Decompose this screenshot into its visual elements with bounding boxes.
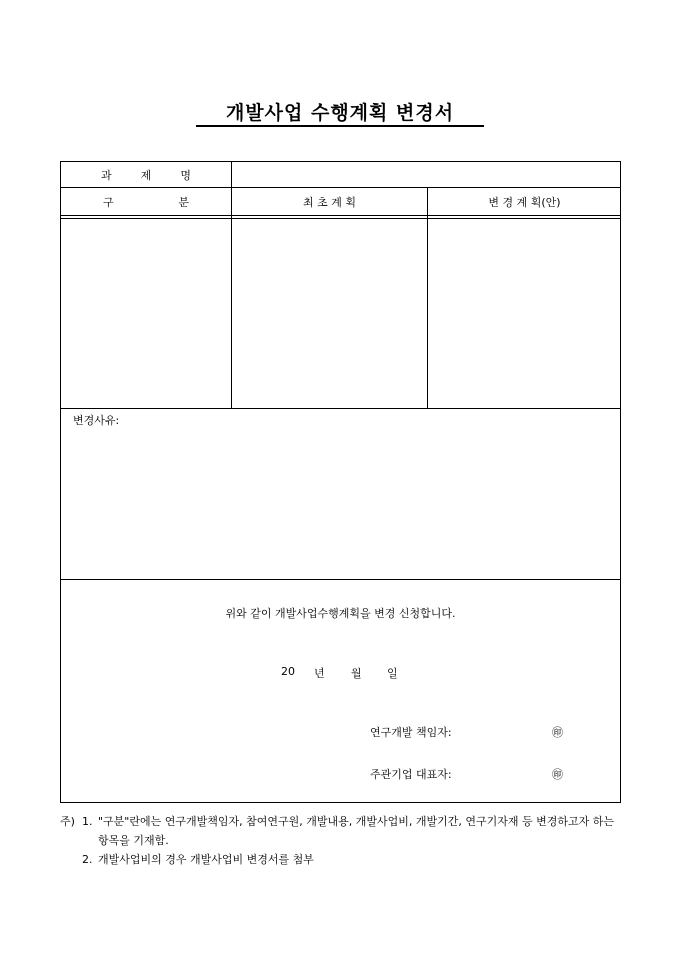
declaration-text: 위와 같이 개발사업수행계획을 변경 신청합니다.	[225, 607, 456, 620]
row-divider	[61, 215, 620, 216]
change-form-table	[60, 161, 621, 803]
footnote-spacer	[60, 850, 82, 869]
footnote-item	[60, 850, 621, 869]
date-year-prefix: 20	[281, 665, 295, 678]
subject-label-char: 명	[180, 168, 191, 182]
category-header-char: 구	[103, 195, 114, 209]
original-plan-header: 최 초 계 획	[303, 195, 356, 209]
category-header	[103, 188, 189, 215]
footnote-number: 1.	[82, 815, 93, 828]
document-title: 개발사업 수행계획 변경서	[225, 102, 455, 124]
changed-plan-header: 변 경 계 획(안)	[488, 195, 561, 209]
seal-icon: ㊞	[552, 768, 563, 781]
footnote-item	[60, 812, 621, 850]
subject-label-char: 제	[140, 168, 152, 182]
change-reason-label: 변경사유:	[73, 414, 120, 427]
company-representative-label: 주관기업 대표자:	[370, 768, 452, 781]
footnote-number: 2.	[82, 853, 93, 866]
footnote-text: 개발사업비의 경우 개발사업비 변경서를 첨부	[98, 853, 314, 866]
date-year: 년	[314, 667, 325, 680]
subject-label-char: 과	[101, 168, 112, 182]
subject-value-field[interactable]	[232, 162, 621, 187]
row-divider	[61, 579, 620, 580]
footnote-prefix: 주)	[60, 815, 75, 828]
footnote-text: "구분"란에는 연구개발책임자, 참여연구원, 개발내용, 개발사업비, 개발기간, 연구기자재 등 변경하고자 하는 항목을 기재함.	[98, 815, 614, 847]
date-day: 일	[387, 667, 398, 680]
changed-plan-cell[interactable]	[428, 219, 621, 408]
seal-icon: ㊞	[552, 726, 563, 739]
row-divider	[61, 408, 620, 409]
category-header-char: 분	[178, 195, 189, 209]
footnotes	[60, 812, 621, 869]
research-manager-label: 연구개발 책임자:	[370, 726, 452, 739]
date-month: 월	[351, 667, 362, 680]
original-plan-cell[interactable]	[232, 219, 427, 408]
category-cell[interactable]	[61, 219, 231, 408]
title-underline	[196, 125, 484, 127]
subject-label	[101, 162, 191, 187]
